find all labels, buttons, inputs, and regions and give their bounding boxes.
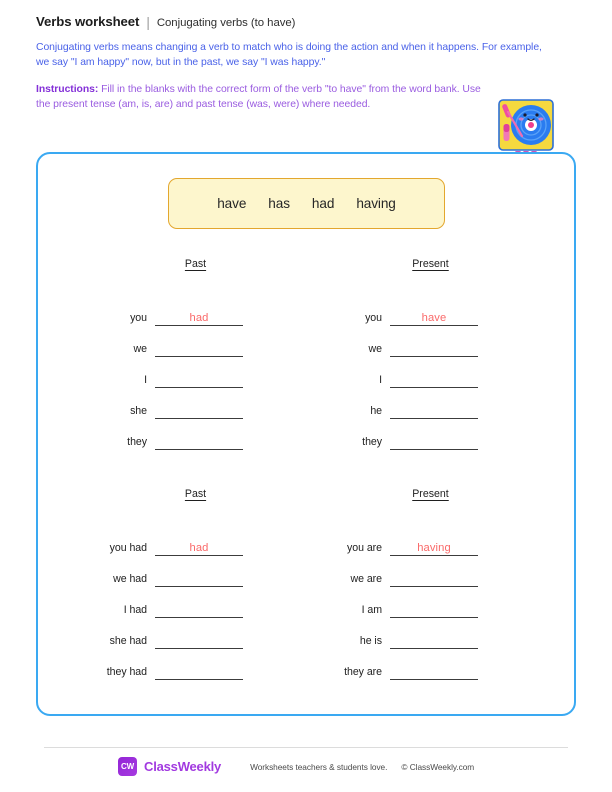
answer-blank[interactable]: [390, 663, 478, 680]
row-label: she: [130, 405, 147, 417]
answer-blank[interactable]: [390, 402, 478, 419]
exercise-block-2: [71, 488, 541, 680]
answer-text: having: [417, 541, 451, 554]
exercise-row: [71, 326, 306, 357]
row-label: I: [379, 374, 382, 386]
row-label: she had: [109, 635, 147, 647]
answer-blank[interactable]: [155, 340, 243, 357]
exercise-row: [306, 525, 541, 556]
title-separator: |: [146, 14, 150, 30]
row-label: he: [370, 405, 382, 417]
answer-blank[interactable]: [390, 340, 478, 357]
row-label: you are: [347, 542, 382, 554]
exercise-column-past-2: [71, 488, 306, 680]
exercise-row: [71, 419, 306, 450]
answer-blank[interactable]: [155, 539, 243, 556]
exercise-row: [71, 618, 306, 649]
worksheet-title-main: Verbs worksheet: [36, 14, 140, 29]
exercise-rows: [71, 295, 306, 450]
answer-text: have: [421, 311, 447, 324]
row-label: you: [130, 312, 147, 324]
exercise-rows: [306, 295, 541, 450]
row-label: they had: [106, 666, 147, 678]
exercise-row: [306, 556, 541, 587]
column-heading-past: Past: [184, 258, 207, 270]
word-bank-item[interactable]: has: [268, 196, 290, 211]
exercise-row: [71, 295, 306, 326]
exercise-row: [71, 388, 306, 419]
footer-copyright: © ClassWeekly.com: [401, 761, 475, 772]
column-heading-present: Present: [412, 258, 449, 270]
row-label: I am: [361, 604, 382, 616]
answer-blank[interactable]: [155, 433, 243, 450]
classweekly-logo-icon: CW: [118, 757, 137, 776]
instructions-label: Instructions:: [36, 84, 99, 95]
intro-paragraph: Conjugating verbs means changing a verb to match who is doing the action and when it happens. For example, we say "I am happy" now, but in the past, we say "I was happy.": [36, 42, 542, 68]
row-label: we had: [113, 573, 147, 585]
exercise-row: [306, 618, 541, 649]
exercise-row: [306, 295, 541, 326]
answer-blank[interactable]: [155, 371, 243, 388]
answer-blank[interactable]: [155, 663, 243, 680]
exercise-row: [306, 357, 541, 388]
exercise-row: [306, 649, 541, 680]
row-label: we are: [350, 573, 382, 585]
column-heading-past: Past: [184, 488, 207, 500]
instructions-body: Fill in the blanks with the correct form of the verb "to have" from the word bank. Use the present tense (am, is, are) and past tense (was, were) where needed.: [36, 84, 481, 111]
exercise-row: [306, 326, 541, 357]
answer-text: had: [189, 541, 209, 554]
page-title: [36, 14, 536, 29]
row-label: we: [133, 343, 147, 355]
answer-blank[interactable]: [390, 433, 478, 450]
answer-blank[interactable]: [390, 632, 478, 649]
word-bank-item[interactable]: having: [356, 196, 396, 211]
exercise-row: [71, 556, 306, 587]
footer: [118, 757, 474, 776]
row-label: they: [362, 436, 382, 448]
answer-blank[interactable]: [155, 632, 243, 649]
row-label: I: [144, 374, 147, 386]
instructions-paragraph: [36, 82, 496, 112]
word-bank-item[interactable]: had: [311, 196, 335, 211]
worksheet-header: [36, 14, 542, 112]
column-heading-present: Present: [412, 488, 449, 500]
row-label: we: [368, 343, 382, 355]
exercise-block-1: [71, 258, 541, 450]
footer-tagline: Worksheets teachers & students love.: [250, 761, 388, 772]
exercise-column-present-2: [306, 488, 541, 680]
word-bank-item[interactable]: have: [217, 196, 247, 211]
answer-text: had: [189, 311, 209, 324]
word-bank: [168, 178, 445, 229]
row-label: he is: [359, 635, 382, 647]
exercise-rows: [71, 525, 306, 680]
exercise-row: [71, 587, 306, 618]
exercise-rows: [306, 525, 541, 680]
answer-blank[interactable]: [155, 601, 243, 618]
row-label: I had: [123, 604, 147, 616]
footer-divider: [44, 747, 568, 748]
answer-blank[interactable]: [390, 570, 478, 587]
answer-blank[interactable]: [155, 309, 243, 326]
exercise-row: [71, 649, 306, 680]
exercise-column-past-1: [71, 258, 306, 450]
answer-blank[interactable]: [155, 402, 243, 419]
answer-blank[interactable]: [155, 570, 243, 587]
exercise-row: [306, 587, 541, 618]
worksheet-subtitle: Conjugating verbs (to have): [156, 17, 296, 29]
answer-blank[interactable]: [390, 539, 478, 556]
answer-blank[interactable]: [390, 371, 478, 388]
brand-name: ClassWeekly: [144, 759, 222, 774]
row-label: you: [365, 312, 382, 324]
exercise-row: [71, 525, 306, 556]
answer-blank[interactable]: [390, 309, 478, 326]
exercise-row: [306, 419, 541, 450]
exercise-row: [306, 388, 541, 419]
exercise-column-present-1: [306, 258, 541, 450]
row-label: they: [127, 436, 147, 448]
row-label: you had: [109, 542, 147, 554]
record-player-illustration: [495, 98, 557, 156]
answer-blank[interactable]: [390, 601, 478, 618]
row-label: they are: [344, 666, 382, 678]
exercise-row: [71, 357, 306, 388]
